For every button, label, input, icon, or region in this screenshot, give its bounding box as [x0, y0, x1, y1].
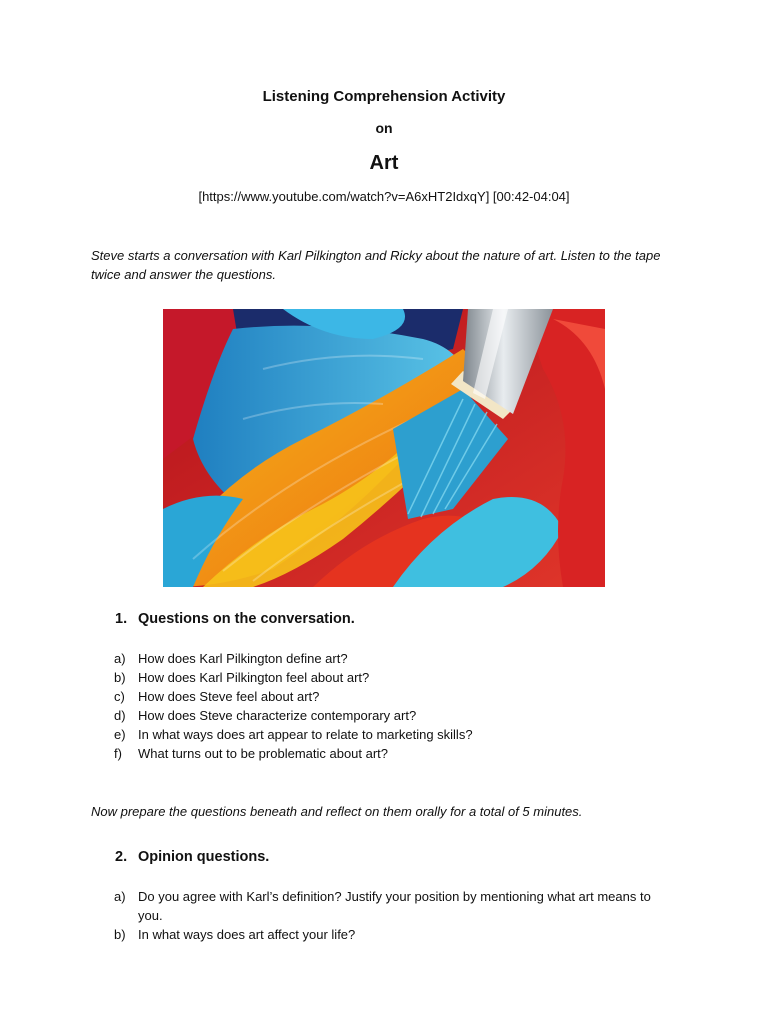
item-text: How does Steve characterize contemporary art?	[138, 708, 417, 723]
item-letter: b)	[114, 927, 126, 942]
question-list-conversation	[114, 649, 674, 763]
list-item	[114, 668, 674, 687]
list-item	[114, 725, 674, 744]
section-number: 1.	[115, 611, 128, 627]
intro-paragraph: Steve starts a conversation with Karl Pilkington and Ricky about the nature of art. Listen to the tape twice and answer the questions.	[91, 248, 661, 282]
document-title: Listening Comprehension Activity	[262, 88, 506, 105]
title-connector: on	[375, 120, 393, 136]
item-letter: a)	[114, 651, 126, 666]
paintbrush-paint-image	[163, 309, 605, 587]
instruction-note: Now prepare the questions beneath and reflect on them orally for a total of 5 minutes.	[91, 804, 583, 819]
item-text: In what ways does art appear to relate to marketing skills?	[138, 727, 473, 742]
item-text: How does Karl Pilkington define art?	[138, 651, 348, 666]
source-reference: [https://www.youtube.com/watch?v=A6xHT2IdxqY] [00:42-04:04]	[198, 189, 570, 204]
item-text: What turns out to be problematic about art?	[138, 746, 389, 761]
list-item	[114, 687, 674, 706]
list-item	[114, 744, 674, 763]
section-title: Questions on the conversation.	[138, 611, 355, 627]
list-item	[114, 925, 654, 944]
section-number: 2.	[115, 849, 128, 865]
item-letter: d)	[114, 708, 126, 723]
item-letter: c)	[114, 689, 125, 704]
item-letter: f)	[114, 746, 122, 761]
list-item	[114, 649, 674, 668]
item-letter: e)	[114, 727, 126, 742]
item-letter: b)	[114, 670, 126, 685]
section-heading-questions	[115, 611, 355, 627]
item-text: Do you agree with Karl’s definition? Justify your position by mentioning what art means to you.	[138, 889, 651, 923]
section-heading-opinion	[115, 849, 269, 865]
list-item	[114, 887, 654, 925]
list-item	[114, 706, 674, 725]
item-text: In what ways does art affect your life?	[138, 927, 356, 942]
item-text: How does Karl Pilkington feel about art?	[138, 670, 370, 685]
subject-title: Art	[369, 152, 399, 174]
section-title: Opinion questions.	[138, 849, 270, 865]
item-letter: a)	[114, 889, 126, 904]
question-list-opinion	[114, 887, 654, 944]
item-text: How does Steve feel about art?	[138, 689, 320, 704]
